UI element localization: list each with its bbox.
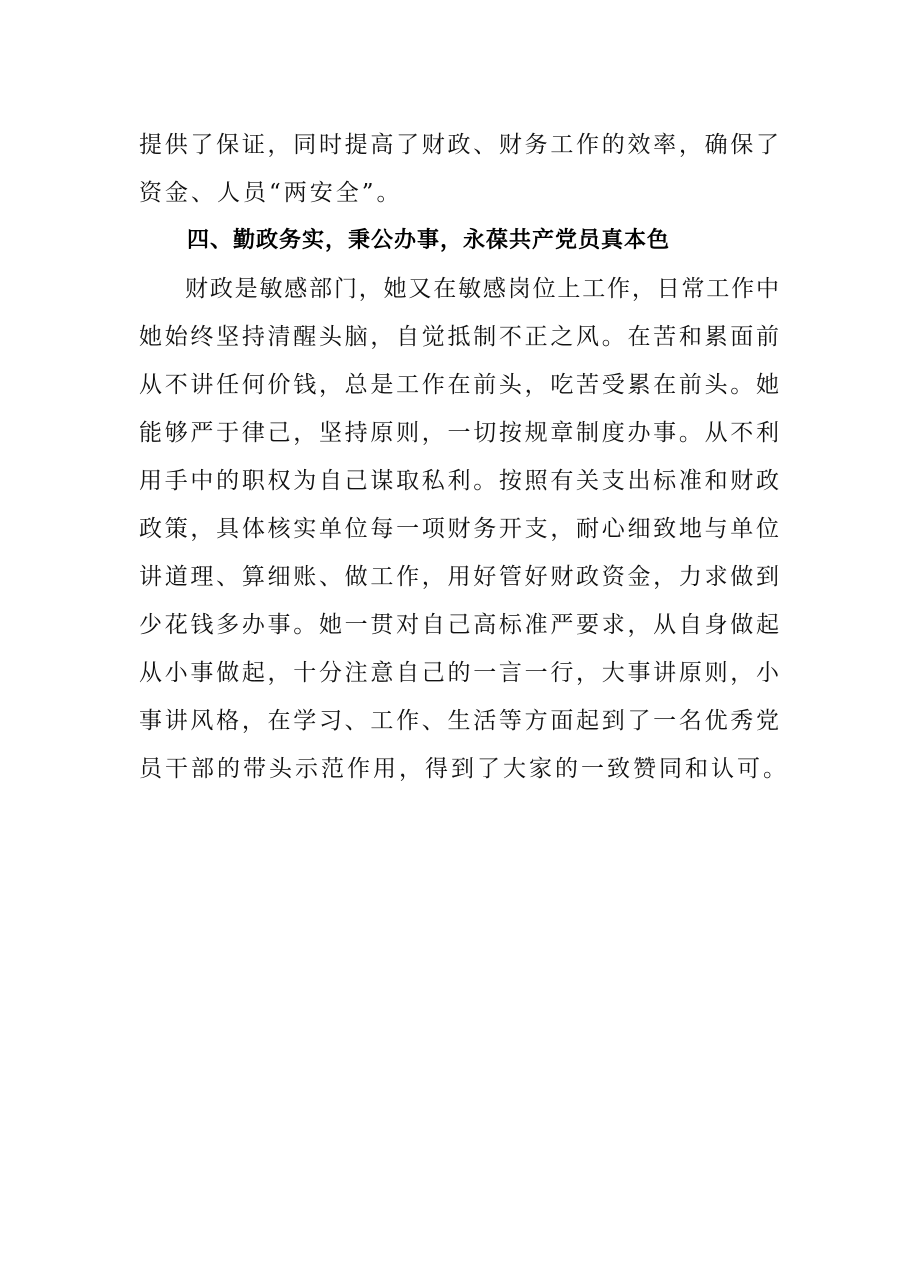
paragraph-line: 从小事做起，十分注意自己的一言一行，大事讲原则，小 [139, 660, 779, 686]
paragraph-line: 财政是敏感部门，她又在敏感岗位上工作，日常工作中 [185, 276, 779, 302]
document-body [139, 121, 789, 793]
paragraph-line: 政策，具体核实单位每一项财务开支，耐心细致地与单位 [139, 516, 779, 542]
paragraph-line: 从不讲任何价钱，总是工作在前头，吃苦受累在前头。她 [139, 372, 779, 398]
paragraph-line: 她始终坚持清醒头脑，自觉抵制不正之风。在苦和累面前 [139, 324, 779, 350]
paragraph-line: 讲道理、算细账、做工作，用好管好财政资金，力求做到 [139, 564, 779, 590]
text-line: 资金、人员“两安全”。 [139, 180, 403, 206]
paragraph-line: 能够严于律己，坚持原则，一切按规章制度办事。从不利 [139, 420, 779, 446]
paragraph-line: 事讲风格，在学习、工作、生活等方面起到了一名优秀党 [139, 708, 779, 734]
paragraph-line: 员干部的带头示范作用，得到了大家的一致赞同和认可。 [139, 756, 789, 782]
paragraph-line: 用手中的职权为自己谋取私利。按照有关支出标准和财政 [139, 468, 779, 494]
section-heading: 四、勤政务实，秉公办事，永葆共产党员真本色 [187, 228, 671, 253]
text-line: 提供了保证，同时提高了财政、财务工作的效率，确保了 [139, 132, 779, 158]
paragraph-line: 少花钱多办事。她一贯对自己高标准严要求，从自身做起 [139, 612, 779, 638]
